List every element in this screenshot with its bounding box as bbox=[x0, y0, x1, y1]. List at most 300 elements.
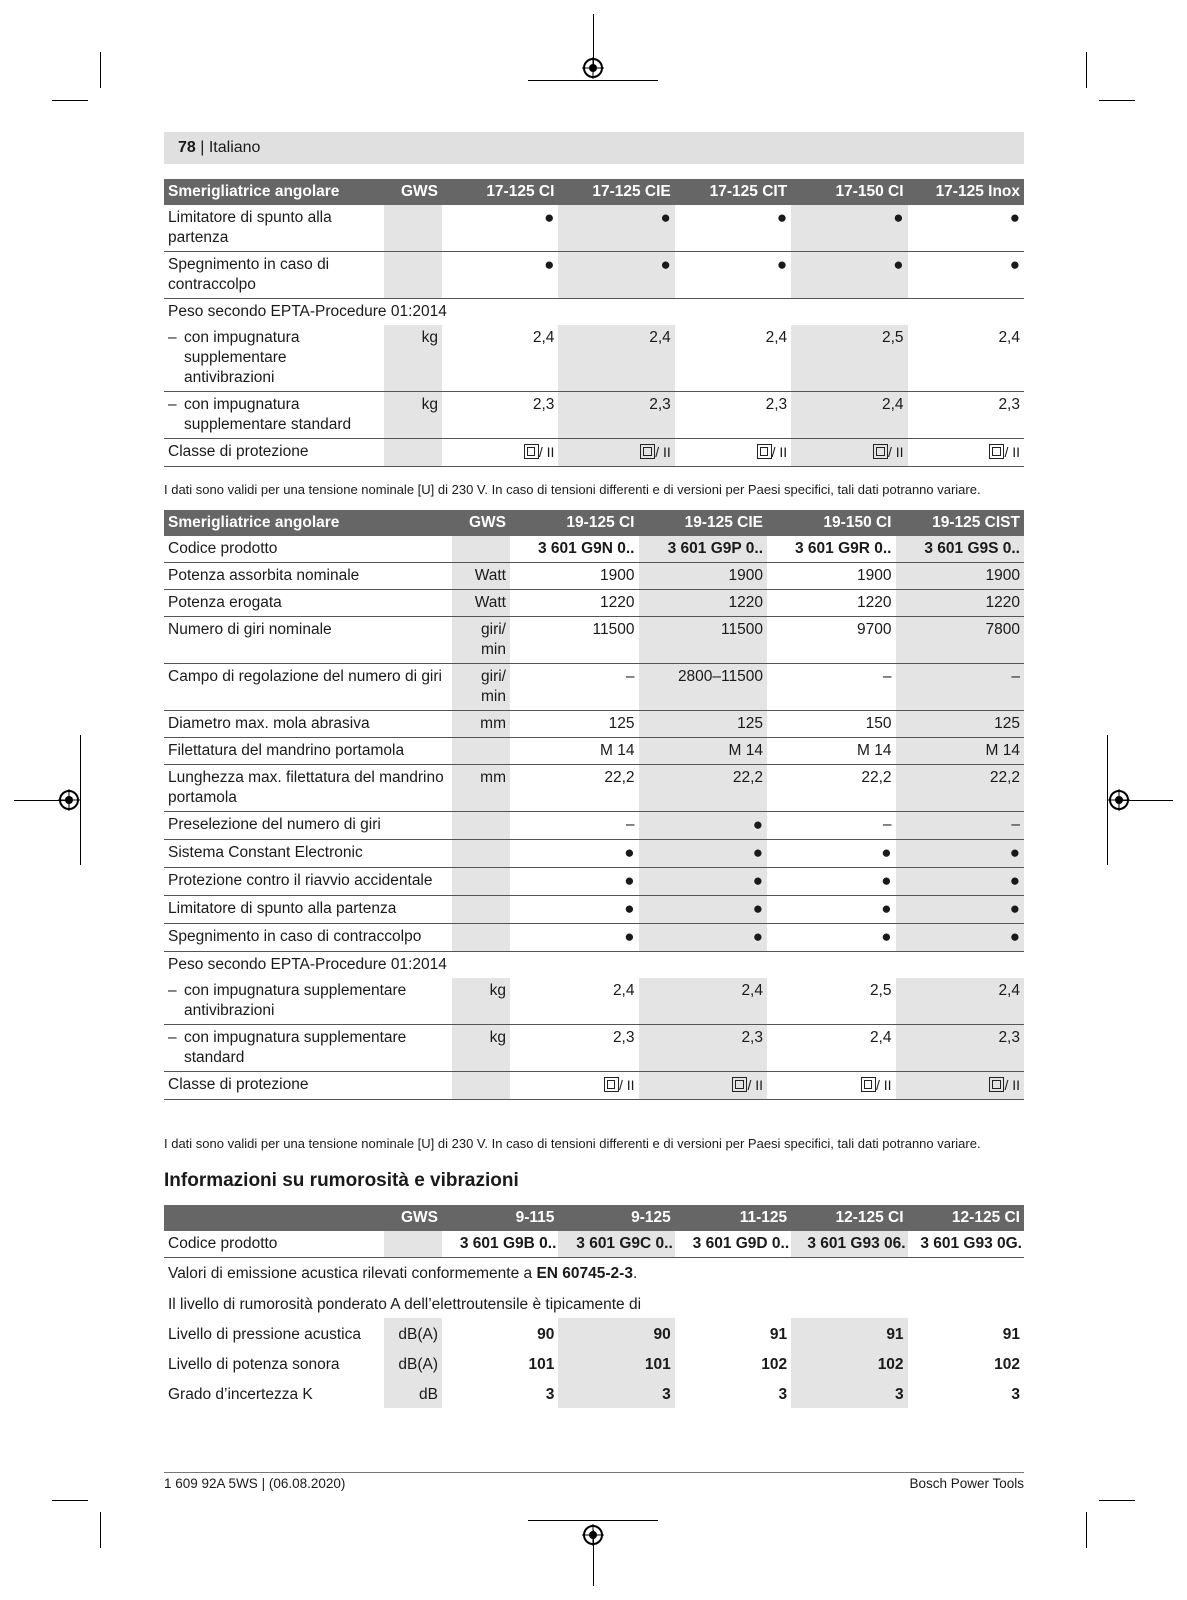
cell-value: 2,3 bbox=[532, 396, 555, 413]
cell-value: – bbox=[882, 668, 892, 685]
crop-mark bbox=[528, 80, 658, 81]
table-row bbox=[164, 392, 1024, 439]
cell-value: 1220 bbox=[985, 594, 1020, 611]
value-cell bbox=[442, 325, 558, 392]
value-cell bbox=[442, 1231, 558, 1258]
protection-class-ii-icon bbox=[604, 1077, 619, 1092]
value-cell bbox=[908, 439, 1024, 467]
row-label-text: Preselezione del numero di giri bbox=[168, 816, 381, 833]
unit-cell: mm bbox=[452, 765, 510, 812]
table-row bbox=[164, 1287, 1024, 1318]
unit-cell bbox=[452, 738, 510, 765]
column-header: GWS bbox=[384, 1205, 442, 1231]
column-header: 17-125 CIE bbox=[558, 179, 674, 205]
row-label bbox=[164, 738, 452, 765]
row-label bbox=[164, 868, 452, 896]
unit-cell: kg bbox=[452, 1025, 510, 1072]
bullet-icon: ● bbox=[881, 927, 892, 946]
protection-class bbox=[873, 442, 904, 462]
value-cell bbox=[896, 924, 1025, 952]
registration-mark-icon bbox=[58, 789, 80, 811]
crop-mark bbox=[100, 1512, 101, 1548]
page-language: Italiano bbox=[208, 139, 261, 156]
cell-value: – bbox=[625, 816, 635, 833]
crop-mark bbox=[1086, 52, 1087, 88]
protection-class bbox=[989, 1075, 1020, 1095]
protection-class-ii-icon bbox=[640, 444, 655, 459]
cell-value: 22,2 bbox=[604, 769, 635, 786]
value-cell bbox=[908, 1348, 1024, 1378]
cell-value: 102 bbox=[994, 1356, 1020, 1373]
row-label-text: Limitatore di spunto alla partenza bbox=[168, 209, 332, 246]
unit-cell bbox=[384, 252, 442, 299]
value-cell bbox=[675, 205, 791, 252]
value-cell bbox=[896, 711, 1025, 738]
row-label-text: Limitatore di spunto alla partenza bbox=[168, 900, 397, 917]
value-cell bbox=[442, 1378, 558, 1408]
row-label-text: Potenza erogata bbox=[168, 594, 282, 611]
bullet-icon: ● bbox=[1009, 871, 1020, 890]
cell-value: 125 bbox=[737, 715, 763, 732]
cell-value: 2,3 bbox=[765, 396, 788, 413]
cell-value: 125 bbox=[994, 715, 1020, 732]
unit-cell bbox=[452, 924, 510, 952]
table-row bbox=[164, 738, 1024, 765]
cell-value: – bbox=[882, 816, 892, 833]
value-cell bbox=[675, 1348, 791, 1378]
value-cell bbox=[442, 439, 558, 467]
value-cell bbox=[767, 840, 896, 868]
unit-cell bbox=[452, 536, 510, 563]
cell-value: 91 bbox=[886, 1326, 904, 1343]
value-cell bbox=[675, 325, 791, 392]
row-label-text: Filettatura del mandrino portamola bbox=[168, 742, 405, 759]
table-row bbox=[164, 1378, 1024, 1408]
row-label bbox=[164, 924, 452, 952]
cell-value: 2,4 bbox=[998, 982, 1020, 999]
value-cell bbox=[510, 590, 639, 617]
product-code: 3 601 G93 06. bbox=[807, 1235, 906, 1252]
bullet-icon: ● bbox=[893, 208, 904, 227]
bullet-icon: ● bbox=[752, 927, 763, 946]
emission-text: Valori di emissione acustica rilevati conformemente a bbox=[168, 1265, 533, 1282]
cell-value: 3 bbox=[778, 1386, 788, 1403]
row-label bbox=[164, 205, 384, 252]
value-cell bbox=[639, 617, 768, 664]
value-cell bbox=[767, 896, 896, 924]
value-cell bbox=[558, 325, 674, 392]
unit-cell bbox=[452, 868, 510, 896]
bullet-icon: ● bbox=[544, 255, 555, 274]
cell-value: 91 bbox=[1002, 1326, 1020, 1343]
protection-class-text: / II bbox=[875, 1077, 892, 1093]
row-label-text: Diametro max. mola abrasiva bbox=[168, 715, 370, 732]
value-cell bbox=[896, 536, 1025, 563]
unit-cell: kg bbox=[452, 978, 510, 1025]
value-cell bbox=[767, 868, 896, 896]
cell-value: 125 bbox=[608, 715, 635, 732]
value-cell bbox=[791, 252, 907, 299]
table-row bbox=[164, 590, 1024, 617]
value-cell bbox=[675, 1231, 791, 1258]
cell-value: 3 601 G9R 0.. bbox=[794, 540, 892, 557]
row-label bbox=[164, 325, 384, 392]
bullet-icon: ● bbox=[660, 255, 671, 274]
cell-value: 101 bbox=[644, 1356, 671, 1373]
product-code: 3 601 G9D 0.. bbox=[692, 1235, 790, 1252]
row-label-text: Classe di protezione bbox=[168, 443, 309, 460]
value-cell bbox=[767, 711, 896, 738]
value-cell bbox=[767, 738, 896, 765]
value-cell bbox=[442, 1348, 558, 1378]
cell-value: 22,2 bbox=[989, 769, 1020, 786]
value-cell bbox=[639, 536, 768, 563]
bullet-icon: ● bbox=[624, 871, 635, 890]
row-label-text: Protezione contro il riavvio accidentale bbox=[168, 872, 433, 889]
value-cell bbox=[896, 896, 1025, 924]
column-header: 17-150 CI bbox=[791, 179, 907, 205]
cell-value: 11500 bbox=[721, 621, 763, 638]
cell-value: 3 bbox=[1011, 1386, 1020, 1403]
table-row bbox=[164, 896, 1024, 924]
value-cell bbox=[558, 1348, 674, 1378]
bullet-icon: ● bbox=[776, 208, 788, 227]
row-label bbox=[164, 978, 452, 1025]
cell-value: 2,4 bbox=[741, 982, 763, 999]
table-row bbox=[164, 536, 1024, 563]
table-row bbox=[164, 1231, 1024, 1258]
table-row bbox=[164, 711, 1024, 738]
row-label: Codice prodotto bbox=[164, 1231, 384, 1258]
bullet-icon: ● bbox=[776, 255, 788, 274]
row-label-text: con impugnatura supplementare antivibrazioni bbox=[184, 329, 300, 386]
cell-value: 102 bbox=[877, 1356, 904, 1373]
unit-cell bbox=[384, 1231, 442, 1258]
cell-value: 2,4 bbox=[649, 329, 671, 346]
protection-class-ii-icon bbox=[524, 444, 539, 459]
product-code: 3 601 G9B 0.. bbox=[459, 1235, 557, 1252]
row-label-text: Potenza assorbita nominale bbox=[168, 567, 360, 584]
bullet-icon: ● bbox=[624, 899, 635, 918]
bullet-icon: ● bbox=[1009, 255, 1020, 274]
cell-value: 3 bbox=[545, 1386, 555, 1403]
value-cell bbox=[639, 590, 768, 617]
bullet-icon: ● bbox=[624, 927, 635, 946]
cell-value: 3 601 G9N 0.. bbox=[537, 540, 635, 557]
row-label bbox=[164, 299, 1024, 326]
cell-value: 150 bbox=[865, 715, 892, 732]
row-label bbox=[164, 812, 452, 840]
value-cell bbox=[558, 392, 674, 439]
registration-mark-icon bbox=[582, 1524, 604, 1546]
unit-cell: kg bbox=[384, 392, 442, 439]
product-code: 3 601 G93 0G. bbox=[920, 1235, 1022, 1252]
cell-value: 2800–11500 bbox=[677, 668, 763, 685]
value-cell bbox=[558, 1378, 674, 1408]
page-number: 78 bbox=[178, 139, 196, 156]
validity-note: I dati sono validi per una tensione nominale [U] di 230 V. In caso di tensioni differenti e di versioni per Paesi specifici, tali dati potranno variare. bbox=[164, 1136, 981, 1151]
row-label: Livello di pressione acustica bbox=[168, 1326, 361, 1343]
value-cell bbox=[896, 765, 1025, 812]
value-cell bbox=[558, 252, 674, 299]
bullet-icon: ● bbox=[544, 208, 555, 227]
bullet-icon: ● bbox=[752, 815, 763, 834]
value-cell bbox=[791, 205, 907, 252]
footer-brand: Bosch Power Tools bbox=[909, 1476, 1024, 1491]
column-header bbox=[164, 1205, 384, 1231]
column-header: 17-125 CIT bbox=[675, 179, 791, 205]
cell-value: 2,3 bbox=[612, 1029, 635, 1046]
value-cell bbox=[442, 1318, 558, 1348]
cell-value: 2,5 bbox=[882, 329, 904, 346]
protection-class bbox=[640, 442, 671, 462]
row-label-text: Spegnimento in caso di contraccolpo bbox=[168, 928, 422, 945]
crop-mark bbox=[52, 100, 88, 101]
column-header: Smerigliatrice angolare bbox=[164, 179, 384, 205]
table-row bbox=[164, 1348, 1024, 1378]
bullet-icon: ● bbox=[881, 843, 892, 862]
value-cell bbox=[896, 590, 1025, 617]
value-cell bbox=[510, 664, 639, 711]
value-cell bbox=[767, 536, 896, 563]
cell-value: – bbox=[1011, 816, 1020, 833]
value-cell bbox=[675, 1318, 791, 1348]
cell-value: 1220 bbox=[728, 594, 763, 611]
row-label-text: Peso secondo EPTA-Procedure 01:2014 bbox=[168, 956, 447, 973]
bullet-icon: ● bbox=[752, 899, 763, 918]
value-cell bbox=[510, 978, 639, 1025]
table-row bbox=[164, 1318, 1024, 1348]
dash-marker: – bbox=[168, 982, 177, 999]
value-cell bbox=[791, 1348, 907, 1378]
row-label-text: con impugnatura supplementare standard bbox=[184, 396, 352, 433]
row-label bbox=[164, 563, 452, 590]
protection-class-ii-icon bbox=[989, 444, 1004, 459]
protection-class bbox=[732, 1075, 763, 1095]
row-label bbox=[164, 536, 452, 563]
value-cell bbox=[896, 1072, 1025, 1100]
cell-value: M 14 bbox=[600, 742, 635, 759]
row-label bbox=[164, 439, 384, 467]
row-label-text: Spegnimento in caso di contraccolpo bbox=[168, 256, 330, 293]
column-header: 19-125 CIST bbox=[896, 510, 1025, 536]
bullet-icon: ● bbox=[1009, 208, 1020, 227]
bullet-icon: ● bbox=[1009, 927, 1020, 946]
protection-class bbox=[757, 442, 788, 462]
value-cell bbox=[896, 563, 1025, 590]
value-cell bbox=[908, 1231, 1024, 1258]
unit-cell: kg bbox=[384, 325, 442, 392]
footer-divider bbox=[164, 1472, 1024, 1473]
protection-class-text: / II bbox=[888, 444, 904, 460]
value-cell bbox=[896, 1025, 1025, 1072]
protection-class-text: / II bbox=[538, 444, 555, 460]
row-label-text: con impugnatura supplementare standard bbox=[184, 1029, 407, 1066]
row-label-text: Codice prodotto bbox=[168, 540, 278, 557]
row-label bbox=[164, 590, 452, 617]
protection-class-ii-icon bbox=[757, 444, 772, 459]
crop-mark bbox=[1099, 100, 1135, 101]
row-label-text: Peso secondo EPTA-Procedure 01:2014 bbox=[168, 303, 447, 320]
table-row bbox=[164, 252, 1024, 299]
table-row bbox=[164, 563, 1024, 590]
row-label-text: Numero di giri nominale bbox=[168, 621, 332, 638]
row-label bbox=[164, 392, 384, 439]
table-row bbox=[164, 868, 1024, 896]
value-cell bbox=[510, 563, 639, 590]
row-label: Grado d’incertezza K bbox=[168, 1386, 313, 1403]
value-cell bbox=[639, 924, 768, 952]
unit-cell bbox=[384, 205, 442, 252]
value-cell bbox=[510, 1072, 639, 1100]
row-label bbox=[164, 765, 452, 812]
protection-class-ii-icon bbox=[873, 444, 888, 459]
value-cell bbox=[510, 812, 639, 840]
cell-value: 2,5 bbox=[869, 982, 892, 999]
value-cell bbox=[675, 439, 791, 467]
row-label: Livello di potenza sonora bbox=[168, 1356, 340, 1373]
crop-mark bbox=[528, 1520, 658, 1521]
value-cell bbox=[639, 978, 768, 1025]
table-row bbox=[164, 617, 1024, 664]
cell-value: 90 bbox=[653, 1326, 671, 1343]
bullet-icon: ● bbox=[660, 208, 671, 227]
bullet-icon: ● bbox=[752, 843, 763, 862]
cell-value: 90 bbox=[537, 1326, 555, 1343]
dash-marker: – bbox=[168, 396, 177, 413]
protection-class-ii-icon bbox=[989, 1077, 1004, 1092]
unit-cell: Watt bbox=[452, 563, 510, 590]
value-cell bbox=[639, 840, 768, 868]
value-cell bbox=[510, 840, 639, 868]
value-cell bbox=[767, 765, 896, 812]
cell-value: 91 bbox=[769, 1326, 788, 1343]
column-header: GWS bbox=[452, 510, 510, 536]
protection-class bbox=[604, 1075, 635, 1095]
cell-value: 2,3 bbox=[741, 1029, 763, 1046]
table-row bbox=[164, 765, 1024, 812]
row-label-text: con impugnatura supplementare antivibrazioni bbox=[184, 982, 407, 1019]
emission-note: Valori di emissione acustica rilevati conformemente a EN 60745-2-3. bbox=[168, 1265, 638, 1282]
value-cell bbox=[767, 1072, 896, 1100]
bullet-icon: ● bbox=[881, 899, 892, 918]
value-cell bbox=[896, 868, 1025, 896]
bullet-icon: ● bbox=[881, 871, 892, 890]
protection-class-ii-icon bbox=[861, 1077, 876, 1092]
cell-value: 3 bbox=[662, 1386, 671, 1403]
value-cell bbox=[675, 1378, 791, 1408]
table-row bbox=[164, 1072, 1024, 1100]
unit-cell bbox=[384, 439, 442, 467]
crop-mark bbox=[1099, 1500, 1135, 1501]
bullet-icon: ● bbox=[893, 255, 904, 274]
column-header: GWS bbox=[384, 179, 442, 205]
value-cell bbox=[908, 325, 1024, 392]
value-cell bbox=[767, 617, 896, 664]
value-cell bbox=[896, 664, 1025, 711]
emission-standard: EN 60745-2-3 bbox=[536, 1265, 633, 1282]
section-title: Informazioni su rumorosità e vibrazioni bbox=[164, 1170, 519, 1191]
value-cell bbox=[767, 1025, 896, 1072]
table-row bbox=[164, 1258, 1024, 1288]
column-header: 19-125 CIE bbox=[639, 510, 768, 536]
value-cell bbox=[908, 392, 1024, 439]
cell-value: 2,4 bbox=[765, 329, 788, 346]
protection-class-text: / II bbox=[1004, 1077, 1020, 1093]
cell-value: 22,2 bbox=[732, 769, 763, 786]
value-cell bbox=[767, 664, 896, 711]
value-cell bbox=[442, 205, 558, 252]
registration-mark-icon bbox=[1108, 789, 1130, 811]
crop-mark bbox=[80, 735, 81, 865]
cell-value: 2,3 bbox=[649, 396, 671, 413]
unit-cell bbox=[452, 812, 510, 840]
cell-value: 3 601 G9P 0.. bbox=[667, 540, 763, 557]
protection-class bbox=[989, 442, 1020, 462]
cell-value: 2,3 bbox=[998, 396, 1020, 413]
unit-cell: dB bbox=[384, 1378, 442, 1408]
page-header: 78 | Italiano bbox=[164, 132, 1024, 164]
cell-value: 1220 bbox=[857, 594, 892, 611]
value-cell bbox=[639, 664, 768, 711]
table-row bbox=[164, 952, 1024, 979]
table-row bbox=[164, 924, 1024, 952]
unit-cell: dB(A) bbox=[384, 1318, 442, 1348]
value-cell bbox=[510, 896, 639, 924]
table-row bbox=[164, 299, 1024, 326]
cell-value: M 14 bbox=[728, 742, 763, 759]
row-label bbox=[164, 711, 452, 738]
row-label-text: Lunghezza max. filettatura del mandrino portamola bbox=[168, 769, 444, 806]
protection-class bbox=[524, 442, 555, 462]
unit-cell: Watt bbox=[452, 590, 510, 617]
cell-value: 2,3 bbox=[998, 1029, 1020, 1046]
cell-value: 1900 bbox=[985, 567, 1020, 584]
value-cell bbox=[639, 711, 768, 738]
unit-cell: giri/ min bbox=[452, 664, 510, 711]
cell-value: 1900 bbox=[600, 567, 635, 584]
row-label bbox=[164, 1025, 452, 1072]
value-cell bbox=[896, 738, 1025, 765]
footer-doc-id: 1 609 92A 5WS | (06.08.2020) bbox=[164, 1476, 346, 1491]
value-cell bbox=[908, 205, 1024, 252]
table-row bbox=[164, 840, 1024, 868]
cell-value: – bbox=[625, 668, 635, 685]
unit-cell: mm bbox=[452, 711, 510, 738]
value-cell bbox=[767, 924, 896, 952]
unit-cell bbox=[452, 1072, 510, 1100]
value-cell bbox=[767, 563, 896, 590]
bullet-icon: ● bbox=[1009, 843, 1020, 862]
value-cell bbox=[675, 392, 791, 439]
value-cell bbox=[908, 1378, 1024, 1408]
column-header: 17-125 Inox bbox=[908, 179, 1024, 205]
product-code: 3 601 G9C 0.. bbox=[576, 1235, 673, 1252]
bullet-icon: ● bbox=[624, 843, 635, 862]
value-cell bbox=[510, 617, 639, 664]
value-cell bbox=[896, 812, 1025, 840]
unit-cell bbox=[452, 896, 510, 924]
cell-value: 3 601 G9S 0.. bbox=[924, 540, 1020, 557]
column-header: 19-125 CI bbox=[510, 510, 639, 536]
value-cell bbox=[558, 1231, 674, 1258]
row-label bbox=[164, 617, 452, 664]
value-cell bbox=[896, 840, 1025, 868]
value-cell bbox=[558, 1318, 674, 1348]
bullet-icon: ● bbox=[752, 871, 763, 890]
value-cell bbox=[639, 738, 768, 765]
spec-table-19 bbox=[164, 510, 1024, 1100]
